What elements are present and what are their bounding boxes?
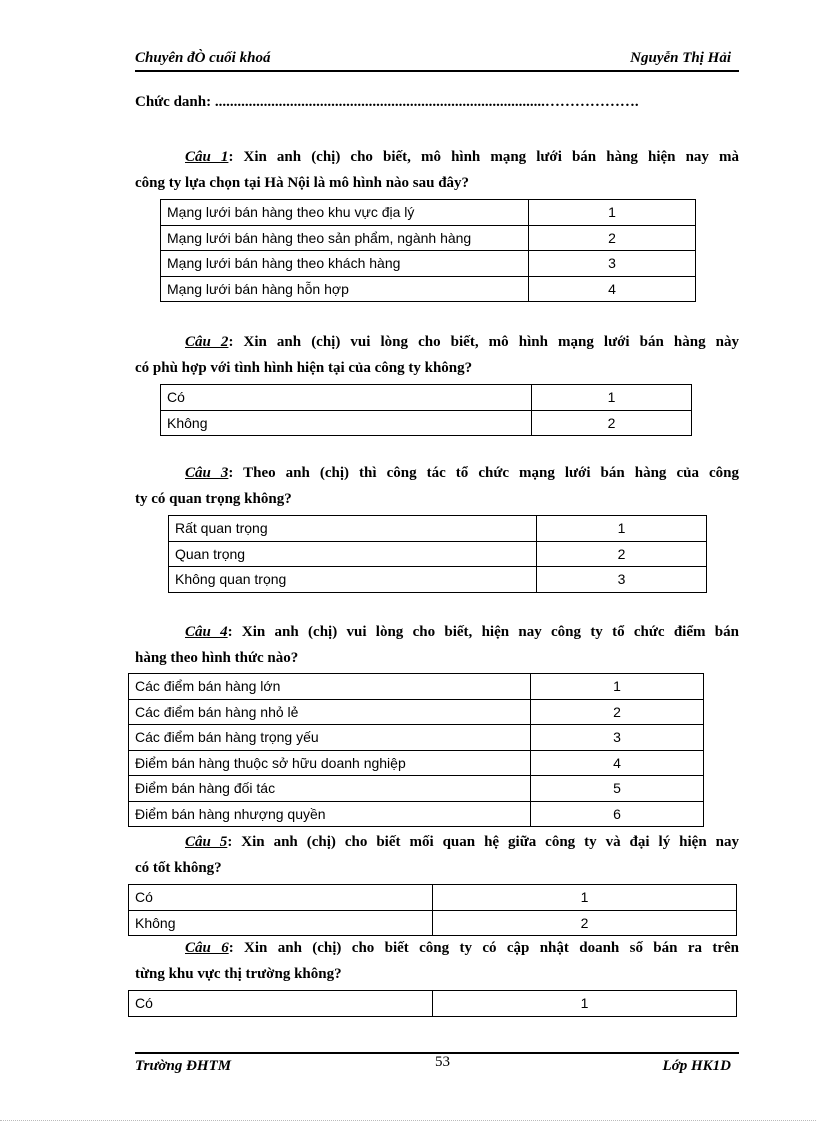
table-row <box>129 910 737 936</box>
question-3-text: : Theo anh (chị) thì công tác tổ chức mạng lưới bán hàng của công <box>228 465 739 481</box>
option-number: 3 <box>529 251 696 277</box>
question-4-line1 <box>135 624 739 641</box>
option-number: 4 <box>529 276 696 302</box>
question-2-text: : Xin anh (chị) vui lòng cho biết, mô hình mạng lưới bán hàng này <box>228 334 739 350</box>
option-number: 2 <box>529 225 696 251</box>
table-row <box>129 885 737 911</box>
question-2-label: Câu 2 <box>185 334 229 350</box>
question-1-line1 <box>135 149 739 166</box>
page-number: 53 <box>435 1054 450 1070</box>
question-4-label: Câu 4 <box>185 624 228 640</box>
table-row <box>129 699 704 725</box>
option-number: 1 <box>433 991 737 1017</box>
option-text: Quan trọng <box>169 541 537 567</box>
option-text: Mạng lưới bán hàng theo khách hàng <box>161 251 529 277</box>
table-row <box>129 750 704 776</box>
option-text: Điểm bán hàng thuộc sở hữu doanh nghiệp <box>129 750 531 776</box>
question-2-table <box>160 384 692 436</box>
option-text: Mạng lưới bán hàng theo sản phẩm, ngành hàng <box>161 225 529 251</box>
question-3-label: Câu 3 <box>185 465 229 481</box>
option-number: 2 <box>532 410 692 436</box>
question-6-text: : Xin anh (chị) cho biết công ty có cập nhật doanh số bán ra trên <box>228 940 739 956</box>
option-text: Điểm bán hàng nhượng quyền <box>129 801 531 827</box>
table-row <box>161 200 696 226</box>
question-2-line2: có phù hợp với tình hình hiện tại của công ty không? <box>135 360 473 376</box>
table-row <box>161 385 692 411</box>
question-1-line2: công ty lựa chọn tại Hà Nội là mô hình nào sau đây? <box>135 175 470 191</box>
table-row <box>161 225 696 251</box>
table-row <box>169 516 707 542</box>
table-row <box>129 801 704 827</box>
table-row <box>161 410 692 436</box>
option-number: 1 <box>433 885 737 911</box>
question-6-line2: từng khu vực thị trường không? <box>135 966 342 982</box>
option-number: 1 <box>537 516 707 542</box>
footer-class: Lớp HK1D <box>662 1058 731 1074</box>
table-row <box>161 251 696 277</box>
question-5-label: Câu 5 <box>185 834 228 850</box>
option-text: Rất quan trọng <box>169 516 537 542</box>
role-line: Chức danh: ........................................................................................………………. <box>135 94 639 110</box>
option-text: Mạng lưới bán hàng hỗn hợp <box>161 276 529 302</box>
question-4-text: : Xin anh (chị) vui lòng cho biết, hiện nay công ty tổ chức điểm bán <box>227 624 739 640</box>
option-number: 3 <box>531 725 704 751</box>
question-3-line2: ty có quan trọng không? <box>135 491 292 507</box>
option-text: Điểm bán hàng đối tác <box>129 776 531 802</box>
page-footer <box>135 1052 739 1084</box>
option-text: Các điểm bán hàng trọng yếu <box>129 725 531 751</box>
option-text: Các điểm bán hàng nhỏ lẻ <box>129 699 531 725</box>
option-number: 1 <box>529 200 696 226</box>
table-row <box>129 725 704 751</box>
question-4-line2: hàng theo hình thức nào? <box>135 650 299 666</box>
question-6-line1 <box>135 940 739 957</box>
question-1-table <box>160 199 696 302</box>
option-number: 3 <box>537 567 707 593</box>
option-text: Có <box>129 991 433 1017</box>
option-text: Có <box>129 885 433 911</box>
question-6-table <box>128 990 737 1017</box>
option-text: Không <box>161 410 532 436</box>
option-number: 4 <box>531 750 704 776</box>
table-row <box>169 567 707 593</box>
question-6-label: Câu 6 <box>185 940 229 956</box>
table-row <box>129 991 737 1017</box>
option-number: 1 <box>532 385 692 411</box>
table-row <box>169 541 707 567</box>
question-2-line1 <box>135 334 739 351</box>
option-text: Có <box>161 385 532 411</box>
question-3-table <box>168 515 707 593</box>
option-number: 1 <box>531 674 704 700</box>
option-number: 2 <box>537 541 707 567</box>
question-5-line1 <box>135 834 739 851</box>
header-author: Nguyễn Thị Hải <box>630 50 731 66</box>
table-row <box>129 674 704 700</box>
question-5-table <box>128 884 737 936</box>
question-1-text: : Xin anh (chị) cho biết, mô hình mạng lưới bán hàng hiện nay mà <box>228 149 739 165</box>
question-4-table <box>128 673 704 827</box>
option-number: 2 <box>433 910 737 936</box>
option-number: 5 <box>531 776 704 802</box>
table-row <box>129 776 704 802</box>
question-1-label: Câu 1 <box>185 149 229 165</box>
option-number: 2 <box>531 699 704 725</box>
page-header <box>135 46 739 72</box>
option-text: Các điểm bán hàng lớn <box>129 674 531 700</box>
page-edge-divider <box>0 1120 816 1121</box>
option-text: Mạng lưới bán hàng theo khu vực địa lý <box>161 200 529 226</box>
question-5-text: : Xin anh (chị) cho biết mối quan hệ giữa công ty và đại lý hiện nay <box>227 834 739 850</box>
question-3-line1 <box>135 465 739 482</box>
question-5-line2: có tốt không? <box>135 860 222 876</box>
footer-school: Trường ĐHTM <box>135 1058 232 1074</box>
option-number: 6 <box>531 801 704 827</box>
table-row <box>161 276 696 302</box>
option-text: Không quan trọng <box>169 567 537 593</box>
header-title: Chuyên đÒ cuối khoá <box>135 50 271 66</box>
option-text: Không <box>129 910 433 936</box>
